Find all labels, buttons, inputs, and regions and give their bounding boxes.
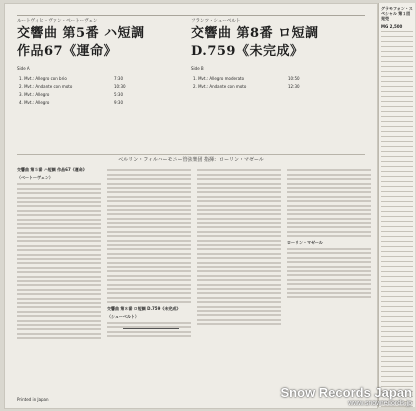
notes-column-4	[287, 167, 371, 387]
left-title-line1: 交響曲 第5番 ハ短調	[17, 26, 145, 41]
notes-column-1-subheading: （ベートーヴェン）	[17, 175, 53, 180]
left-track	[19, 100, 123, 105]
catalog-sidebar	[378, 3, 415, 407]
right-side-label: Side B	[191, 66, 204, 71]
track-duration: 7:30	[114, 76, 123, 81]
track-name: 1. Mvt.: Allegro con brio	[19, 76, 67, 81]
sidebar-catalog: MG 2,500	[381, 24, 403, 29]
left-composer: ルートヴィヒ・ヴァン・ベートーヴェン	[17, 19, 98, 24]
sidebar-title: グラモフォン・スペシャル 第１回発売	[381, 6, 413, 21]
footer-text: Printed in Japan	[17, 397, 49, 402]
notes-column-1	[17, 167, 101, 387]
right-title-line1: 交響曲 第8番 ロ短調	[191, 26, 319, 41]
notes-column-3-heading: 交響曲 第８番 ロ短調 D.759《未完成》	[107, 305, 181, 311]
right-title-line2: D.759《未完成》	[191, 44, 304, 59]
left-track	[19, 76, 123, 81]
track-duration: 10:30	[114, 84, 126, 89]
track-duration: 12:30	[288, 84, 300, 89]
sidebar-list	[381, 27, 413, 407]
track-duration: 9:30	[114, 100, 123, 105]
notes-column-2	[107, 167, 191, 387]
track-name: 1. Mvt.: Allegro moderato	[193, 76, 245, 81]
mid-rule	[17, 154, 365, 155]
watermark	[281, 385, 412, 407]
left-title-line2: 作品67《運命》	[17, 44, 118, 59]
right-composer: フランツ・シューベルト	[191, 19, 241, 24]
liner-notes-sheet	[4, 3, 378, 409]
notes-column-3	[197, 167, 281, 387]
signature	[123, 320, 179, 329]
track-name: 4. Mvt.: Allegro	[19, 100, 50, 105]
left-track	[19, 92, 123, 97]
track-name: 3. Mvt.: Allegro	[19, 92, 50, 97]
notes-column-1-heading: 交響曲 第５番 ハ短調 作品67《運命》	[17, 167, 87, 172]
track-duration: 10:50	[288, 76, 300, 81]
watermark-title: Snow Records Japan	[280, 385, 412, 400]
track-name: 2. Mvt.: Andante con moto	[193, 84, 247, 89]
performers-credit: ベルリン・フィルハーモニー管弦楽団 指揮：ローリン・マゼール	[118, 157, 264, 163]
notes-column-4-heading: ローリン・マゼール	[287, 239, 323, 245]
track-name: 2. Mvt.: Andante con moto	[19, 84, 73, 89]
track-duration: 5:30	[114, 92, 123, 97]
top-rule	[17, 15, 365, 16]
left-side-label: Side A	[17, 66, 30, 71]
right-track	[193, 84, 300, 89]
left-track	[19, 84, 126, 89]
right-track	[193, 76, 300, 81]
watermark-url: www.snowrecords.jp	[348, 400, 412, 407]
notes-column-3-subheading: （シューベルト）	[107, 313, 139, 319]
